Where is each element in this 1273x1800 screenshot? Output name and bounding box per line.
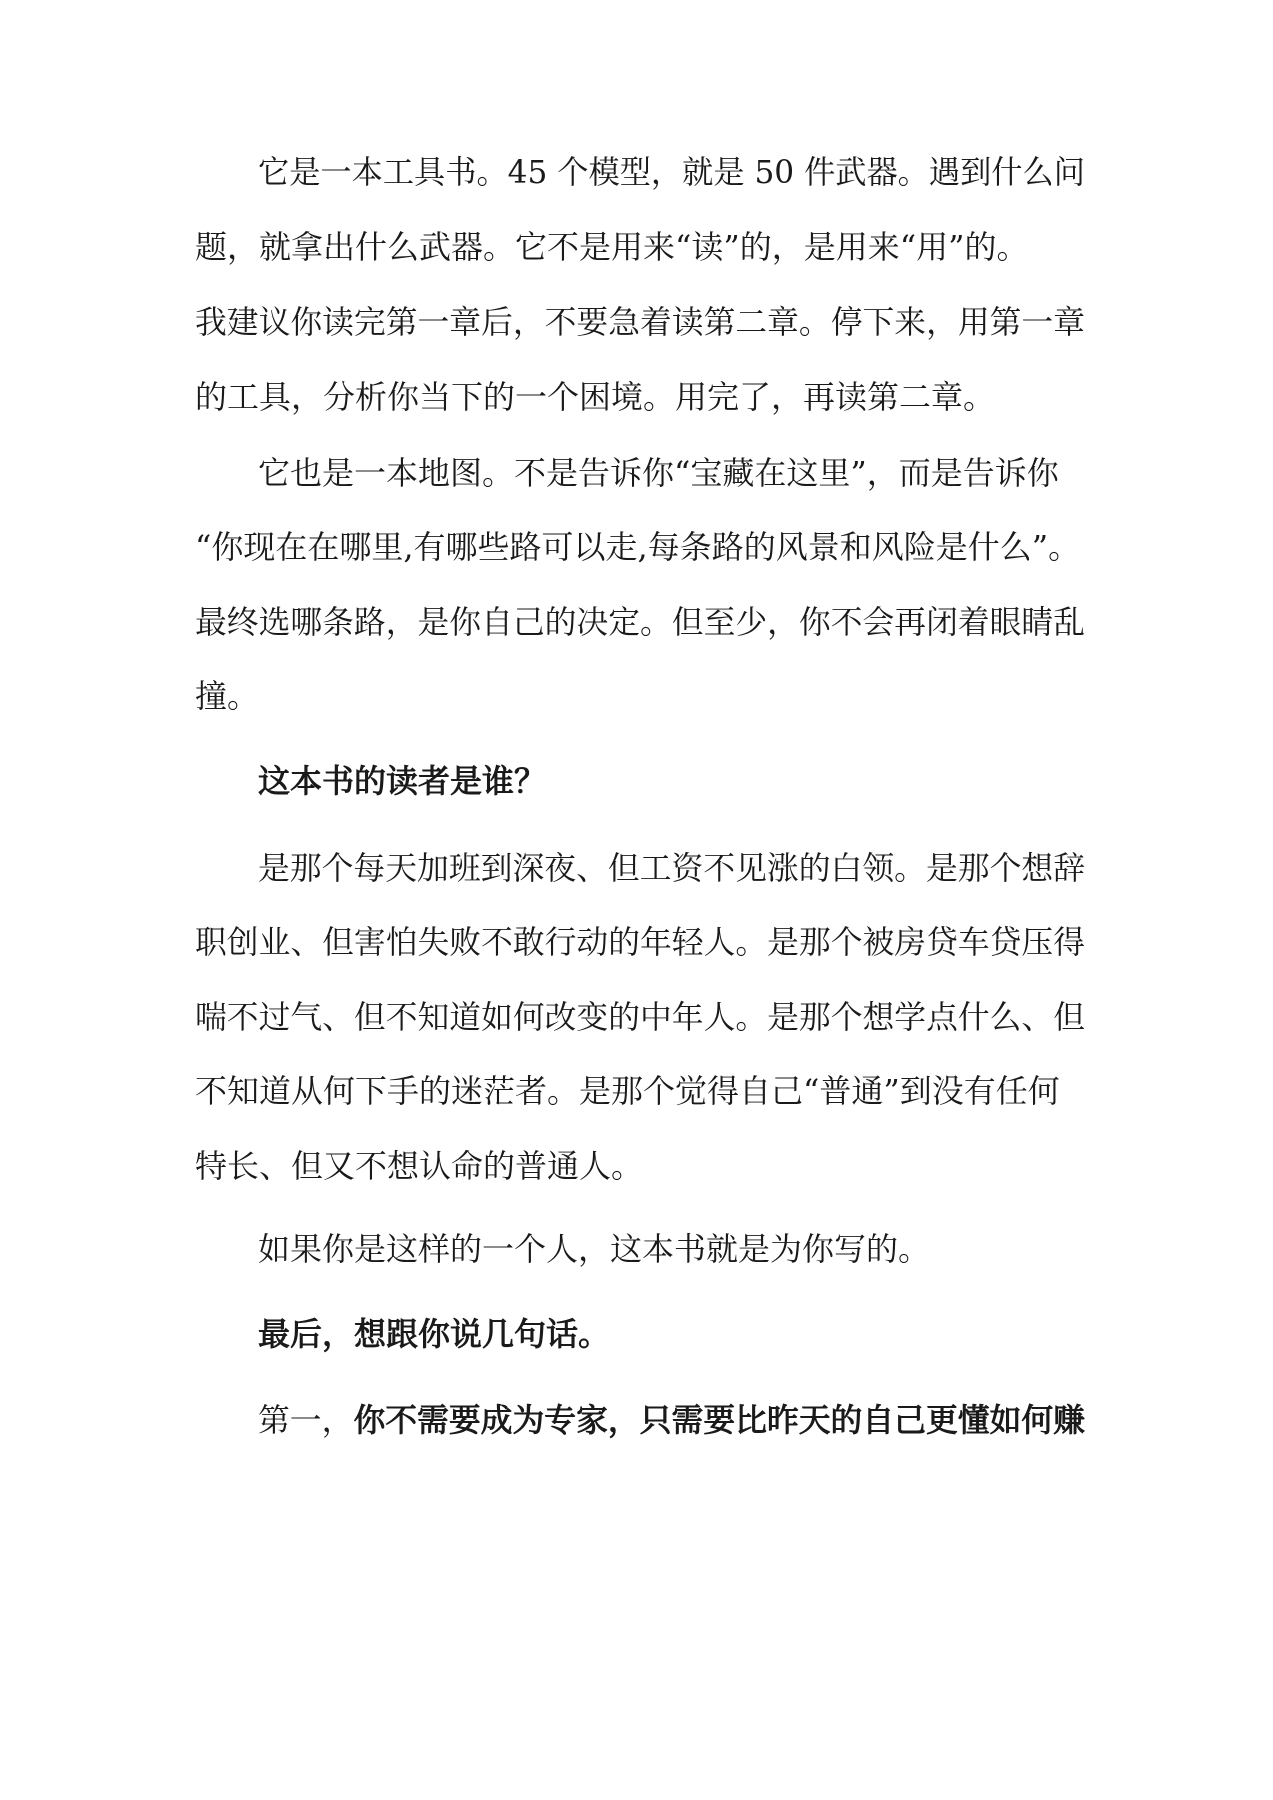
paragraph-2-line-3: 最终选哪条路，是你自己的决定。但至少，你不会再闭着眼睛乱 (195, 603, 1086, 641)
paragraph-5-bold-text: 你不需要成为专家，只需要比昨天的自己更懂如何赚 (353, 1401, 1086, 1439)
paragraph-3-line-5: 特长、但又不想认命的普通人。 (195, 1147, 644, 1185)
paragraph-1-line-3: 我建议你读完第一章后，不要急着读第二章。停下来，用第一章 (195, 303, 1086, 341)
paragraph-3-line-4: 不知道从何下手的迷茫者。是那个觉得自己“普通”到没有任何 (195, 1072, 1060, 1110)
paragraph-3-line-3: 喘不过气、但不知道如何改变的中年人。是那个想学点什么、但 (195, 998, 1086, 1036)
paragraph-2-line-2: “你现在在哪里,有哪些路可以走,每条路的风景和风险是什么”。 (195, 528, 1081, 566)
paragraph-1-line-2: 题，就拿出什么武器。它不是用来“读”的，是用来“用”的。 (195, 228, 1029, 266)
paragraph-2-line-4: 撞。 (195, 677, 260, 715)
paragraph-4-line-1: 如果你是这样的一个人，这本书就是为你写的。 (258, 1230, 931, 1268)
paragraph-3-line-1: 是那个每天加班到深夜、但工资不见涨的白领。是那个想辞 (258, 849, 1086, 887)
paragraph-5-prefix: 第一， (258, 1401, 354, 1439)
paragraph-2-line-1: 它也是一本地图。不是告诉你“宝藏在这里”，而是告诉你 (258, 454, 1059, 492)
paragraph-5-line-1 (258, 1400, 1085, 1440)
paragraph-1-line-4: 的工具，分析你当下的一个困境。用完了，再读第二章。 (195, 378, 996, 416)
paragraph-3-line-2: 职创业、但害怕失败不敢行动的年轻人。是那个被房贷车贷压得 (195, 923, 1086, 961)
section-heading-readers: 这本书的读者是谁？ (258, 762, 547, 800)
section-heading-final-words: 最后，想跟你说几句话。 (258, 1315, 611, 1353)
paragraph-1-line-1: 它是一本工具书。45 个模型，就是 50 件武器。遇到什么问 (258, 153, 1085, 191)
